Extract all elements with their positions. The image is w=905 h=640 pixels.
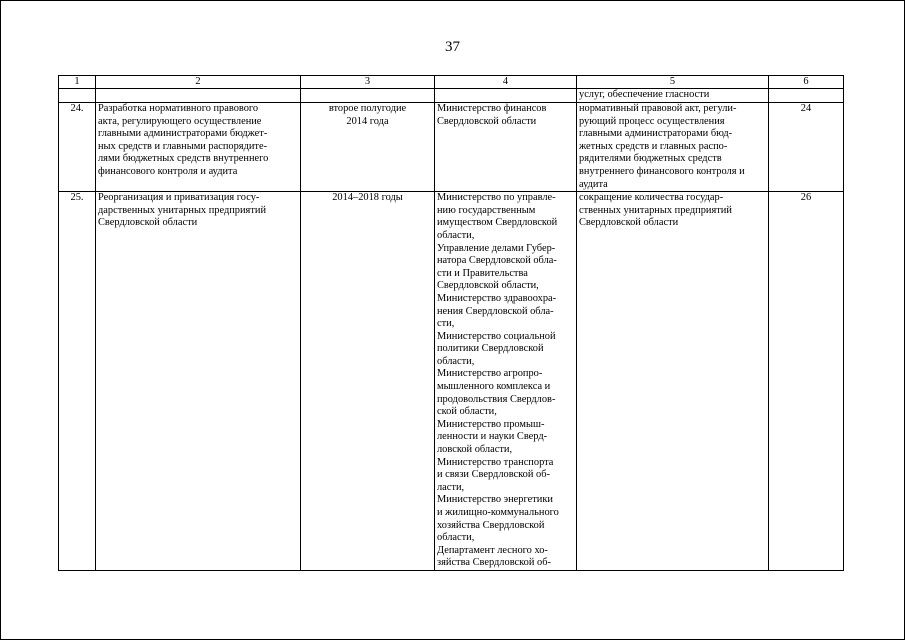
measure-ref: 26 <box>769 192 844 571</box>
table-row <box>59 192 844 571</box>
cont-cell-3 <box>301 89 435 103</box>
measure-executor: Министерство финансов Свердловской области <box>435 103 577 192</box>
table-header-row <box>59 76 844 89</box>
measures-table <box>58 75 844 571</box>
table-row <box>59 103 844 192</box>
measure-period: второе полугодие 2014 года <box>301 103 435 192</box>
measure-period: 2014–2018 годы <box>301 192 435 571</box>
cont-cell-6 <box>769 89 844 103</box>
continuation-row <box>59 89 844 103</box>
cont-cell-1 <box>59 89 96 103</box>
header-col-2: 2 <box>96 76 301 89</box>
cont-cell-5: услуг, обеспечение гласности <box>577 89 769 103</box>
header-col-1: 1 <box>59 76 96 89</box>
row-number: 24. <box>59 103 96 192</box>
measure-name: Разработка нормативного правового акта, регулирующего осуществление главными администраторами бюджет- ных средств и главными распорядите- лями бюджетных средств внутреннего финансового контроля и аудита <box>96 103 301 192</box>
header-col-3: 3 <box>301 76 435 89</box>
row-number: 25. <box>59 192 96 571</box>
measure-result: сокращение количества государ- ственных унитарных предприятий Свердловской области <box>577 192 769 571</box>
measure-result: нормативный правовой акт, регули- рующий процесс осуществления главными администраторами бюд- жетных средств и главных распо- рядителями бюджетных средств внутреннего финансового контроля и аудита <box>577 103 769 192</box>
measure-ref: 24 <box>769 103 844 192</box>
header-col-6: 6 <box>769 76 844 89</box>
cont-cell-2 <box>96 89 301 103</box>
page-number: 37 <box>445 39 460 55</box>
measure-executor: Министерство по управле- нию государственным имуществом Свердловской области, Управление делами Губер- натора Свердловской обла- сти и Правительства Свердловской области, Министерство здравоохра- нения Свердловской обла- сти, Министерство социальной политики Свердловской области, Министерство агропро- мышленного комплекса и продовольствия Свердлов- ской области, Министерство промыш- ленности и науки Сверд- ловской области, Министерство транспорта и связи Свердловской об- ласти, Министерство энергетики и жилищно-коммунального хозяйства Свердловской области, Департамент лесного хо- зяйства Свердловской об- <box>435 192 577 571</box>
header-col-5: 5 <box>577 76 769 89</box>
measure-name: Реорганизация и приватизация госу- дарственных унитарных предприятий Свердловской области <box>96 192 301 571</box>
cont-cell-4 <box>435 89 577 103</box>
header-col-4: 4 <box>435 76 577 89</box>
